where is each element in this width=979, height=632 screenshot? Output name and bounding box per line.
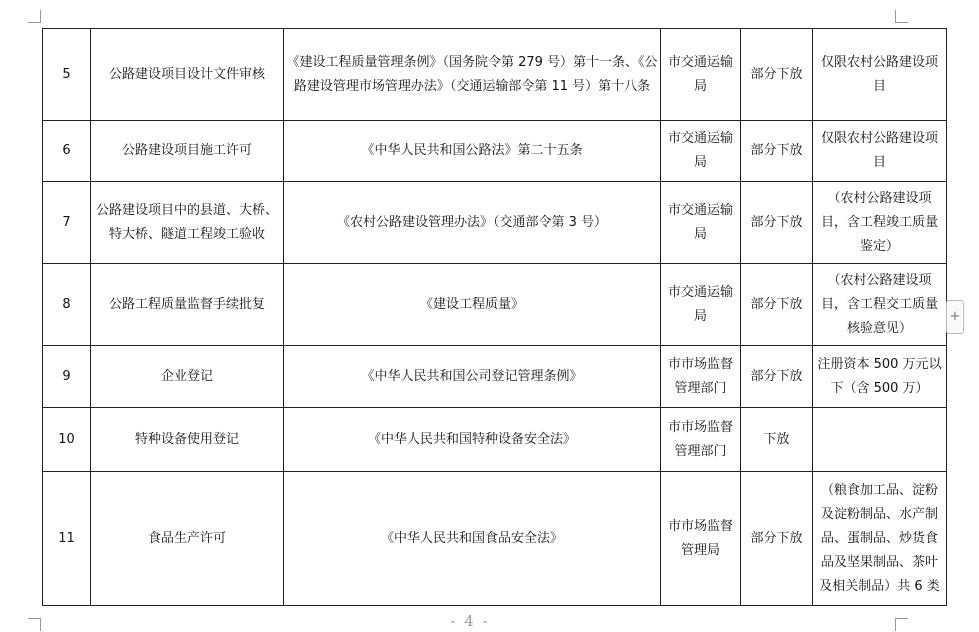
row-number: 6	[43, 121, 91, 182]
responsible-department: 市市场监督管理局	[661, 472, 741, 606]
table-row	[43, 264, 947, 346]
table-row	[43, 408, 947, 472]
remarks: （粮食加工品、淀粉及淀粉制品、水产制品、蛋制品、炒货食品及坚果制品、茶叶及相关制品）共 6 类	[813, 472, 947, 606]
row-number: 8	[43, 264, 91, 346]
legal-basis: 《建设工程质量管理条例》（国务院令第 279 号）第十一条、《公路建设管理市场管理办法》（交通运输部令第 11 号）第十八条	[284, 29, 661, 121]
page-number: - 4 -	[450, 612, 490, 630]
table-add-row-plus-icon[interactable]: +	[946, 300, 964, 334]
item-name: 特种设备使用登记	[91, 408, 284, 472]
remarks: （农村公路建设项目，含工程交工质量核验意见）	[813, 264, 947, 346]
legal-basis: 《中华人民共和国食品安全法》	[284, 472, 661, 606]
table-row	[43, 472, 947, 606]
legal-basis: 《中华人民共和国公司登记管理条例》	[284, 346, 661, 408]
table-row	[43, 182, 947, 264]
delegation-mode: 部分下放	[741, 121, 813, 182]
remarks: （农村公路建设项目，含工程竣工质量鉴定）	[813, 182, 947, 264]
delegation-items-table	[42, 28, 947, 606]
row-number: 11	[43, 472, 91, 606]
responsible-department: 市交通运输局	[661, 121, 741, 182]
table-row	[43, 29, 947, 121]
responsible-department: 市交通运输局	[661, 264, 741, 346]
item-name: 公路建设项目设计文件审核	[91, 29, 284, 121]
item-name: 公路建设项目施工许可	[91, 121, 284, 182]
crop-mark-top-right	[895, 10, 908, 23]
row-number: 5	[43, 29, 91, 121]
remarks	[813, 408, 947, 472]
delegation-mode: 下放	[741, 408, 813, 472]
row-number: 7	[43, 182, 91, 264]
responsible-department: 市市场监督管理部门	[661, 346, 741, 408]
legal-basis: 《中华人民共和国特种设备安全法》	[284, 408, 661, 472]
table-row	[43, 121, 947, 182]
legal-basis: 《中华人民共和国公路法》第二十五条	[284, 121, 661, 182]
remarks: 注册资本 500 万元以下（含 500 万）	[813, 346, 947, 408]
row-number: 9	[43, 346, 91, 408]
responsible-department: 市交通运输局	[661, 29, 741, 121]
remarks: 仅限农村公路建设项目	[813, 29, 947, 121]
delegation-mode: 部分下放	[741, 472, 813, 606]
item-name: 公路建设项目中的县道、大桥、特大桥、隧道工程竣工验收	[91, 182, 284, 264]
crop-mark-top-left	[28, 10, 41, 23]
delegation-mode: 部分下放	[741, 182, 813, 264]
delegation-mode: 部分下放	[741, 346, 813, 408]
item-name: 企业登记	[91, 346, 284, 408]
row-number: 10	[43, 408, 91, 472]
item-name: 食品生产许可	[91, 472, 284, 606]
delegation-mode: 部分下放	[741, 29, 813, 121]
delegation-mode: 部分下放	[741, 264, 813, 346]
table-row	[43, 346, 947, 408]
remarks: 仅限农村公路建设项目	[813, 121, 947, 182]
responsible-department: 市交通运输局	[661, 182, 741, 264]
legal-basis: 《农村公路建设管理办法》（交通部令第 3 号）	[284, 182, 661, 264]
responsible-department: 市市场监督管理部门	[661, 408, 741, 472]
item-name: 公路工程质量监督手续批复	[91, 264, 284, 346]
legal-basis: 《建设工程质量》	[284, 264, 661, 346]
